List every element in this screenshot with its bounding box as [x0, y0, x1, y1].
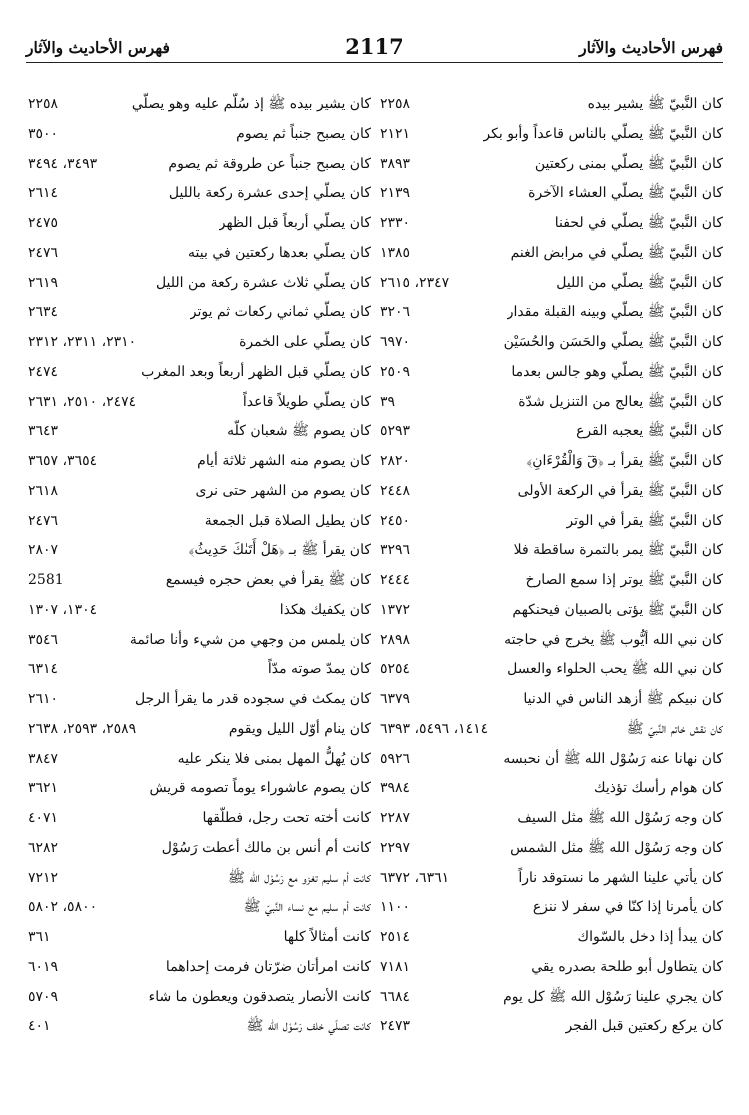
entry-text: كان نهانا عنه رَسُوْل الله ﷺ أن نحبسه [503, 750, 723, 767]
entry-reference: ٢٥٠٩ [380, 363, 411, 380]
entry-text: كان النَّبيّ ﷺ يقرأ في الوتر [566, 512, 723, 529]
entry-reference: ٤٠١ [28, 1018, 51, 1035]
entry-reference: ١٣٨٥ [380, 244, 411, 261]
entry-reference: ٣٢٠٦ [380, 304, 411, 321]
index-entry [26, 953, 371, 983]
entry-reference: ٢٦١٨ [28, 482, 59, 499]
index-entry [26, 864, 371, 894]
entry-text: كان هوام رأسك تؤذيك [594, 780, 723, 797]
entry-reference: ١٣٧٢ [380, 601, 411, 618]
entry-reference: ٢٤٧٤، ٢٥١٠، ٢٦٣١ [28, 393, 137, 410]
entry-reference: ٢٦٣٤ [28, 304, 59, 321]
entry-reference: ٣٢٩٦ [380, 542, 411, 559]
entry-reference: ٢١٣٩ [380, 185, 411, 202]
entry-reference: ٢٤٧٣ [380, 1018, 411, 1035]
entry-text: كان النَّبيّ ﷺ يعجبه القرع [576, 423, 723, 440]
entry-reference: ٣٩٨٤ [380, 780, 411, 797]
entry-reference: ٢٤٧٦ [28, 244, 59, 261]
entry-reference: ٣٦١ [28, 929, 51, 945]
running-title-right: فهرس الأحاديث والآثار [579, 38, 723, 57]
entry-reference: ٢٢٨٧ [380, 810, 411, 826]
index-entry [378, 179, 723, 209]
entry-reference: ٢٢٥٨ [380, 96, 411, 112]
entry-reference: ١٤١٤، ٥٤٩٦، ٦٣٩٣ [380, 720, 489, 737]
index-entry [26, 209, 371, 239]
index-entry [26, 507, 371, 537]
index-entry [26, 358, 371, 388]
index-entry [378, 150, 723, 180]
entry-text: كان النَّبيّ ﷺ يقرأ في الركعة الأولى [517, 482, 723, 499]
index-entry [26, 417, 371, 447]
index-entry [26, 715, 371, 745]
index-entry [26, 239, 371, 269]
index-entry [378, 715, 723, 745]
entry-reference: ٣٦٢١ [28, 780, 59, 797]
entry-text: كان يصبح جنباً ثم يصوم [236, 125, 371, 142]
index-entry [26, 745, 371, 775]
index-entry [378, 269, 723, 299]
entry-text: كان يصلّي طويلاً قاعداً [242, 393, 371, 410]
entry-text: كان يصلّي ثماني ركعات ثم يوتر [189, 304, 371, 321]
entry-reference: ٦٠١٩ [28, 958, 59, 975]
index-entry [378, 477, 723, 507]
index-entry [378, 596, 723, 626]
entry-text: كان يقرأ ﷺ بـ ﴿هَلْ أَتَىٰكَ حَدِيثُ﴾ [188, 542, 371, 559]
entry-reference: ٦٩٧٠ [380, 334, 411, 350]
index-entry [26, 269, 371, 299]
entry-text: كان يصلّي بعدها ركعتين في بيته [188, 244, 371, 261]
index-entry [378, 626, 723, 656]
entry-reference: 2581 [28, 572, 64, 588]
entry-text: كان نبي الله ﷺ يحب الحلواء والعسل [507, 661, 723, 678]
index-entry [26, 834, 371, 864]
entry-reference: ٢٤٤٨ [380, 482, 411, 499]
entry-text: كان النَّبيّ ﷺ يصلّي وبينه القبلة مقدار [506, 304, 723, 321]
entry-reference: ٢٨٩٨ [380, 631, 411, 648]
entry-reference: ٣٦٥٤، ٣٦٥٧ [28, 453, 98, 469]
entry-text: كان يجري علينا رَسُوْل الله ﷺ كل يوم [503, 988, 723, 1005]
index-column-left [26, 90, 371, 1042]
entry-text: كانت أم سليم مع نساء النَّبيّ ﷺ [243, 899, 371, 916]
index-entry [378, 239, 723, 269]
index-entry [26, 626, 371, 656]
entry-text: كان نقش خاتم النَّبيّ ﷺ [626, 720, 723, 737]
index-entry [26, 774, 371, 804]
index-entry [26, 179, 371, 209]
entry-text: كان النَّبيّ ﷺ يصلّي العشاء الآخرة [528, 185, 723, 202]
index-entry [378, 893, 723, 923]
entry-reference: ٢٦١٩ [28, 274, 59, 291]
page-number: 2117 [345, 34, 404, 59]
index-entry [378, 804, 723, 834]
index-entry [378, 864, 723, 894]
entry-reference: ٥٨٠٠، ٥٨٠٢ [28, 899, 98, 916]
index-entry [378, 953, 723, 983]
index-entry [26, 298, 371, 328]
entry-text: كان يصوم منه الشهر ثلاثة أيام [197, 453, 371, 469]
entry-text: كان ينام أوّل الليل ويقوم [228, 720, 371, 737]
index-entry [26, 655, 371, 685]
entry-reference: ٢٥١٤ [380, 929, 411, 945]
index-entry [26, 388, 371, 418]
index-entry [378, 507, 723, 537]
index-entry [26, 566, 371, 596]
entry-text: كان النَّبيّ ﷺ يمر بالتمرة ساقطة فلا [513, 542, 723, 559]
entry-text: كان النَّبيّ ﷺ يصلّي بالناس قاعداً وأبو بكر [483, 125, 723, 142]
index-entry [378, 536, 723, 566]
index-entry [26, 923, 371, 953]
entry-reference: ٢٤٧٥ [28, 215, 59, 231]
index-entry [378, 120, 723, 150]
entry-reference: ٦٦٨٤ [380, 988, 411, 1005]
entry-reference: ٣٤٩٣، ٣٤٩٤ [28, 155, 98, 172]
entry-reference: ٣٥٠٠ [28, 125, 59, 142]
entry-reference: ٣٦٤٣ [28, 423, 59, 440]
entry-text: كان ﷺ يقرأ في بعض حجره فيسمع [165, 572, 371, 588]
entry-text: كان يصوم ﷺ شعبان كلّه [227, 423, 371, 440]
entry-text: كان يصلّي إحدى عشرة ركعة بالليل [168, 185, 371, 202]
entry-reference: ٥٢٩٣ [380, 423, 411, 440]
entry-text: كان يصوم من الشهر حتى نرى [195, 482, 371, 499]
entry-reference: ٢٨٢٠ [380, 453, 411, 469]
entry-reference: ٢٤٧٦ [28, 512, 59, 529]
entry-text: كان يتطاول أبو طلحة بصدره يقي [531, 958, 723, 975]
index-entry [378, 90, 723, 120]
index-entry [26, 1012, 371, 1042]
index-entry [378, 834, 723, 864]
index-entry [378, 745, 723, 775]
index-entry [26, 804, 371, 834]
header-rule [26, 62, 723, 63]
entry-reference: ٥٧٠٩ [28, 988, 59, 1005]
entry-text: كان النَّبيّ ﷺ يوتر إذا سمع الصارخ [525, 572, 723, 588]
index-entry [26, 120, 371, 150]
entry-text: كان النَّبيّ ﷺ يعالج من التنزيل شدّة [518, 393, 723, 410]
entry-text: كان وجه رَسُوْل الله ﷺ مثل الشمس [510, 839, 723, 856]
entry-reference: ٥٩٢٦ [380, 750, 411, 767]
index-entry [378, 209, 723, 239]
entry-text: كانت أخته تحت رجل، فطلّقها [202, 810, 371, 826]
entry-reference: ٧١٨١ [380, 958, 411, 975]
entry-reference: ٤٠٧١ [28, 810, 59, 826]
entry-text: كان النَّبيّ ﷺ يصلّي في مرابض الغنم [510, 244, 723, 261]
entry-text: كانت أمثالاً كلها [283, 929, 371, 945]
entry-text: كان وجه رَسُوْل الله ﷺ مثل السيف [517, 810, 723, 826]
entry-text: كان يأتي علينا الشهر ما نستوقد ناراً [518, 869, 723, 886]
entry-text: كان يمكث في سجوده قدر ما يقرأ الرجل [134, 691, 371, 707]
entry-reference: ٢٦١٠ [28, 691, 59, 707]
index-column-right [378, 90, 723, 1042]
index-entry [26, 685, 371, 715]
index-entry [378, 774, 723, 804]
index-entry [26, 90, 371, 120]
index-entry [378, 328, 723, 358]
entry-text: كان يطيل الصلاة قبل الجمعة [204, 512, 371, 529]
index-entry [378, 983, 723, 1013]
entry-reference: ٢١٢١ [380, 125, 411, 142]
entry-text: كانت الأنصار يتصدقون ويعطون ما شاء [148, 988, 371, 1005]
index-entry [378, 417, 723, 447]
entry-reference: ٢٤٤٤ [380, 572, 411, 588]
entry-text: كان يبدأ إذا دخل بالسّواك [577, 929, 723, 945]
entry-text: كان يمدّ صوته مدّاً [267, 661, 371, 678]
index-entry [26, 536, 371, 566]
entry-text: كان نبي الله أيُّوب ﷺ يخرج في حاجته [504, 631, 723, 648]
entry-reference: ٢٣٤٧، ٢٦١٥ [380, 274, 450, 291]
entry-reference: ٢٥٨٩، ٢٥٩٣، ٢٦٣٨ [28, 720, 137, 737]
entry-reference: ٢٤٧٤ [28, 363, 59, 380]
entry-reference: ٣٩ [380, 393, 396, 410]
index-entry [378, 923, 723, 953]
entry-reference: ٥٢٥٤ [380, 661, 411, 678]
entry-text: كان يكفيك هكذا [279, 601, 371, 618]
index-entry [26, 150, 371, 180]
entry-reference: ٢٨٠٧ [28, 542, 59, 559]
entry-text: كان النَّبيّ ﷺ يصلّي والحَسَن والحُسَيْن [503, 334, 723, 350]
index-entry [26, 596, 371, 626]
entry-reference: ٣٨٩٣ [380, 155, 411, 172]
entry-text: كان يركع ركعتين قبل الفجر [565, 1018, 723, 1035]
entry-reference: ٢٢٥٨ [28, 96, 59, 112]
index-entry [378, 388, 723, 418]
index-entry [26, 328, 371, 358]
index-entry [378, 358, 723, 388]
entry-text: كانت تصلّي خلف رَسُوْل الله ﷺ [246, 1018, 371, 1035]
index-entry [378, 1012, 723, 1042]
entry-text: كان النَّبيّ ﷺ يصلّي من الليل [556, 274, 723, 291]
page-header [26, 32, 723, 66]
entry-text: كان يشير بيده ﷺ إذ سُلّم عليه وهو يصلّي [131, 96, 371, 112]
index-entry [378, 655, 723, 685]
index-entry [378, 298, 723, 328]
entry-text: كان النَّبيّ ﷺ يصلّي في لحفنا [554, 215, 723, 231]
entry-reference: ٧٢١٢ [28, 869, 59, 886]
index-entry [378, 685, 723, 715]
entry-text: كان النَّبيّ ﷺ يصلّي بمنى ركعتين [534, 155, 723, 172]
index-entry [378, 566, 723, 596]
entry-reference: ٦٢٨٢ [28, 839, 59, 856]
entry-reference: ٣٨٤٧ [28, 750, 59, 767]
entry-reference: ٢٢٩٧ [380, 839, 411, 856]
entry-reference: ٢٣٣٠ [380, 215, 411, 231]
entry-text: كان يصلّي قبل الظهر أربعاً وبعد المغرب [141, 363, 371, 380]
entry-reference: ٣٥٤٦ [28, 631, 59, 648]
entry-reference: ١١٠٠ [380, 899, 411, 916]
entry-reference: ٢٣١٠، ٢٣١١، ٢٣١٢ [28, 334, 137, 350]
entry-text: كان يأمرنا إذا كنّا في سفر لا ننزع [532, 899, 723, 916]
entry-text: كان يصوم عاشوراء يوماً تصومه قريش [149, 780, 371, 797]
entry-text: كان يصبح جنباً عن طروقة ثم يصوم [168, 155, 371, 172]
entry-text: كانت أم سليم تغزو مع رَسُوْل الله ﷺ [227, 869, 371, 886]
entry-reference: ٦٣٧٩ [380, 691, 411, 707]
index-entry [378, 447, 723, 477]
entry-text: كان يلمس من وجهي من شيء وأنا صائمة [129, 631, 371, 648]
entry-text: كانت امرأتان ضرّتان فرمت إحداهما [165, 958, 371, 975]
index-entry [26, 477, 371, 507]
entry-text: كان النَّبيّ ﷺ يؤتى بالصبيان فيحنكهم [512, 601, 723, 618]
index-entry [26, 447, 371, 477]
entry-reference: ١٣٠٤، ١٣٠٧ [28, 601, 98, 618]
entry-text: كانت أم أنس بن مالك أعطت رَسُوْل [161, 839, 371, 856]
entry-reference: ٦٣٦١، ٦٣٧٢ [380, 869, 450, 886]
index-entry [26, 983, 371, 1013]
entry-text: كان يصلّي على الخمرة [239, 334, 371, 350]
entry-text: كان النَّبيّ ﷺ يقرأ بـ ﴿قٓ وَالْقُرْءَانِ﴾ [526, 453, 723, 469]
entry-text: كان نبيكم ﷺ أزهد الناس في الدنيا [523, 691, 723, 707]
entry-text: كان يصلّي ثلاث عشرة ركعة من الليل [155, 274, 371, 291]
entry-reference: ٦٣١٤ [28, 661, 59, 678]
entry-text: كان النَّبيّ ﷺ يصلّي وهو جالس بعدما [511, 363, 723, 380]
entry-text: كان النَّبيّ ﷺ يشير بيده [587, 96, 723, 112]
index-entry [26, 893, 371, 923]
entry-text: كان يصلّي أربعاً قبل الظهر [218, 215, 371, 231]
running-title-left: فهرس الأحاديث والآثار [26, 38, 170, 57]
entry-reference: ٢٤٥٠ [380, 512, 411, 529]
entry-text: كان يُهلُّ المهل بمنى فلا ينكر عليه [177, 750, 371, 767]
entry-reference: ٢٦١٤ [28, 185, 59, 202]
